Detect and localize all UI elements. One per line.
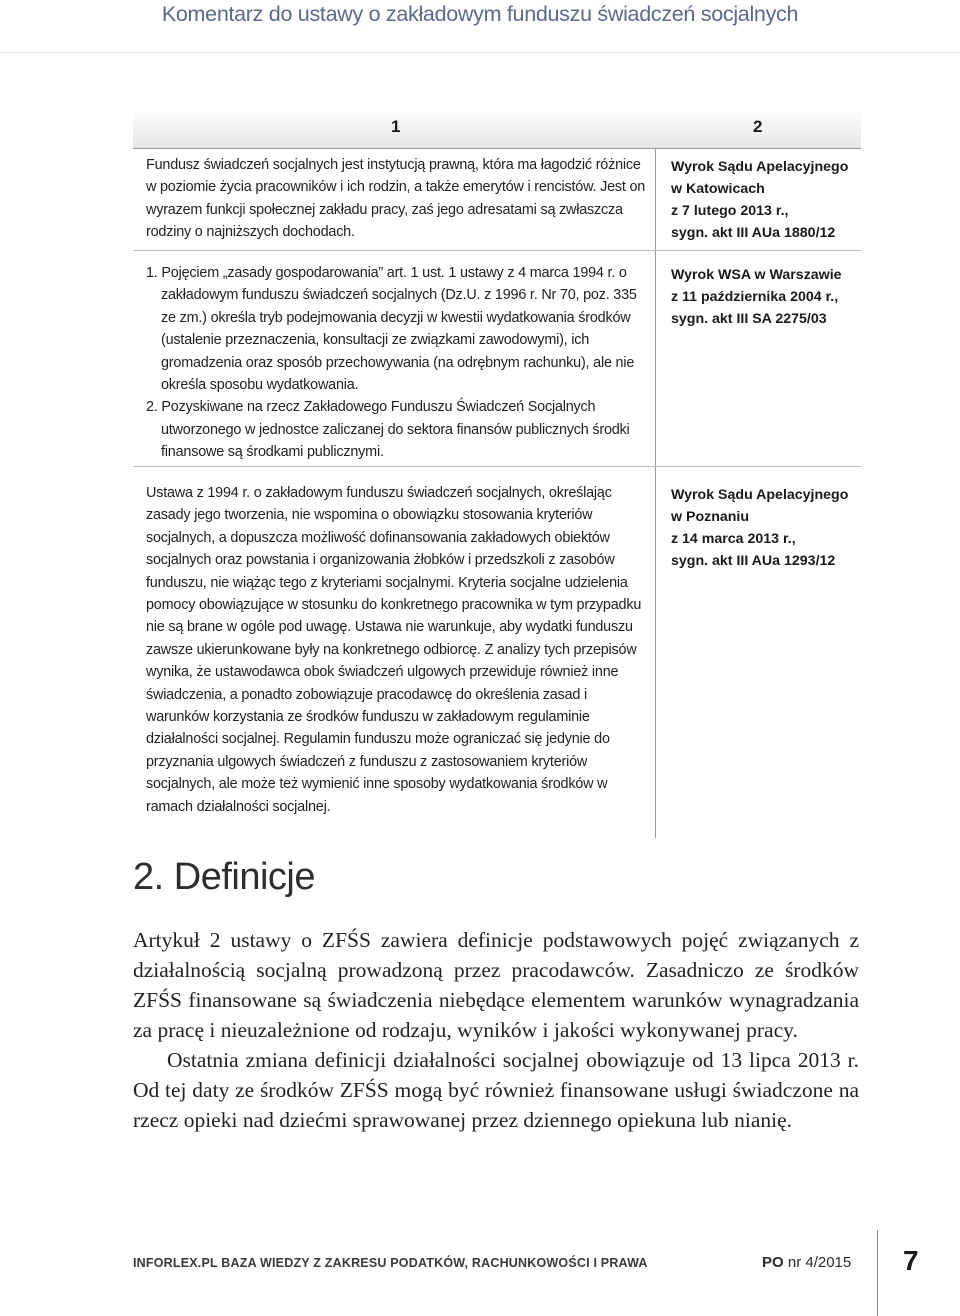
citation-line: sygn. akt III AUa 1880/12 xyxy=(671,225,836,241)
running-header xyxy=(0,0,960,60)
rulings-table xyxy=(133,108,861,815)
ruling-text xyxy=(146,154,650,244)
ruling-text xyxy=(146,262,650,464)
citation-line: Wyrok Sądu Apelacyjnego xyxy=(671,159,849,175)
section-heading: 2. Definicje xyxy=(133,856,315,898)
ruling-list-item: 2. Pozyskiwane na rzecz Zakładowego Funduszu Świadczeń Socjalnych utworzonego w jednostce zaliczanej do sektora finansów publicznych środki finansowe są środkami publicznymi. xyxy=(146,399,630,461)
ruling-paragraph: Ustawa z 1994 r. o zakładowym funduszu świadczeń socjalnych, określając zasady jego tworzenia, nie wspomina o obowiązku stosowania kryteriów socjalnych, a dopuszcza możliwość dofinansowania zakładowych obiektów socjalnych oraz powstania i organizowania żłobków i przedszkoli z zasobów funduszu, nie wiążąc tego z kryteriami socjalnymi. Kryteria socjalne udzielenia pomocy obowiązujące w stosunku do konkretnego pracownika w tym przypadku nie są brane w ogóle pod uwagę. Ustawa nie warunkuje, aby wydatki funduszu zawsze ukierunkowane były na konkretnego odbiorcę. Z analizy tych przepisów wynika, że ustawodawca obok świadczeń ulgowych przewiduje również inne świadczenia, a ponadto zobowiązuje pracodawcę do określenia zasad i warunków korzystania ze środków funduszu w zakładowym regulaminie działalności socjalnej. Regulamin funduszu może ograniczać się jedynie do przyznania ulgowych świadczeń z funduszu z zastosowaniem kryteriów socjalnych, ale może też wymienić inne sposoby wydatkowania środków w ramach działalności socjalnej. xyxy=(146,485,642,815)
section-body xyxy=(133,925,859,1135)
issue-number: nr 4/2015 xyxy=(787,1254,852,1271)
page-footer xyxy=(0,1230,960,1316)
footer-divider xyxy=(877,1230,878,1316)
citation-line: sygn. akt III AUa 1293/12 xyxy=(671,553,836,569)
citation-line: sygn. akt III SA 2275/03 xyxy=(671,311,827,327)
running-header-title: Komentarz do ustawy o zakładowym funduszu świadczeń socjalnych xyxy=(161,2,799,26)
column-header-1: 1 xyxy=(391,117,401,136)
citation-line: Wyrok WSA w Warszawie xyxy=(671,267,842,283)
ruling-text xyxy=(146,482,650,818)
ruling-list-item: 1. Pojęciem „zasady gospodarowania” art. 1 ust. 1 ustawy z 4 marca 1994 r. o zakładowym funduszu świadczeń socjalnych (Dz.U. z 1996 r. Nr 70, poz. 335 ze zm.) określa tryb podejmowania decyzji w kwestii wydatkowania środków (ustalenie przeznaczenia, konsultacji ze związkami zawodowymi), ich gromadzenia oraz sposób przechowywania (na odrębnym rachunku), ale nie określa sposobu wydatkowania. xyxy=(146,265,637,394)
citation-line: Wyrok Sądu Apelacyjnego xyxy=(671,487,849,503)
body-paragraph: Artykuł 2 ustawy o ZFŚS zawiera definicje podstawowych pojęć związanych z działalnością socjalną prowadzoną przez pracodawców. Zasadniczo ze środków ZFŚS finansowane są świadczenia niebędące elementem warunków wynagradzania za pracę i nieuzależnione od rodzaju, wyników i jakości wykonywanej pracy. xyxy=(133,928,859,1042)
magazine-name: PO xyxy=(762,1254,784,1271)
citation-line: z 7 lutego 2013 r., xyxy=(671,203,789,219)
ruling-citation xyxy=(671,264,861,330)
footer-issue xyxy=(762,1254,851,1271)
body-paragraph: Ostatnia zmiana definicji działalności socjalnej obowiązuje od 13 lipca 2013 r. Od tej daty ze środków ZFŚS mogą być również finansowane usługi świadczone na rzecz opieki nad dziećmi sprawowanej przez dziennego opiekuna lub nianię. xyxy=(133,1048,859,1132)
footer-publisher: INFORLEX.PL BAZA WIEDZY Z ZAKRESU PODATKÓW, RACHUNKOWOŚCI I PRAWA xyxy=(133,1256,648,1270)
citation-line: w Katowicach xyxy=(671,181,765,197)
citation-line: z 11 października 2004 r., xyxy=(671,289,839,305)
citation-line: z 14 marca 2013 r., xyxy=(671,531,796,547)
column-header-2: 2 xyxy=(753,117,763,136)
column-divider xyxy=(655,148,656,838)
citation-line: w Poznaniu xyxy=(671,509,750,525)
ruling-citation xyxy=(671,484,861,572)
page-number: 7 xyxy=(903,1245,919,1276)
table-header xyxy=(133,108,861,149)
ruling-paragraph: Fundusz świadczeń socjalnych jest instytucją prawną, która ma łagodzić różnice w poziomie życia pracowników i ich rodzin, a także emerytów i rencistów. Jest on wyrazem funkcji społecznej zakładu pracy, zaś jego adresatami są zwłaszcza rodziny o najniższych dochodach. xyxy=(146,157,646,241)
header-divider xyxy=(0,52,960,53)
ruling-citation xyxy=(671,156,861,244)
row-divider xyxy=(133,250,861,251)
row-divider xyxy=(133,466,861,467)
